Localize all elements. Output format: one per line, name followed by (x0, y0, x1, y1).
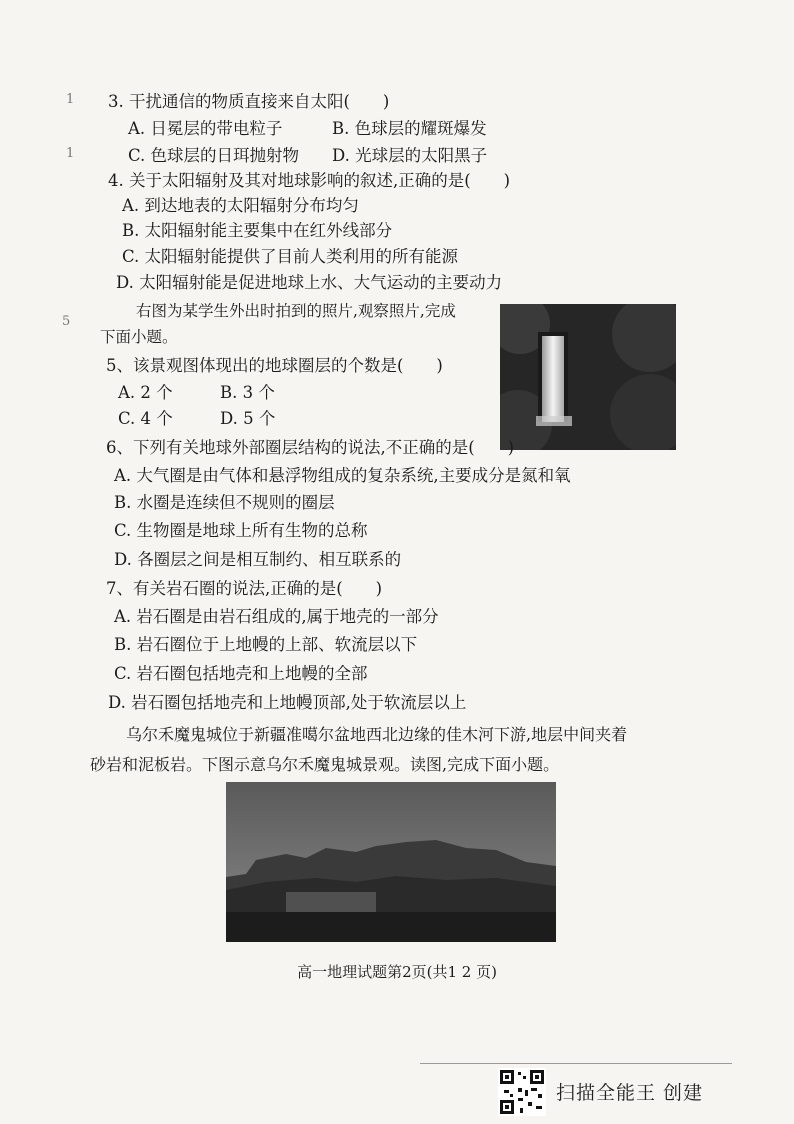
question-6-option-b: B. 水圈是连续但不规则的圈层 (114, 493, 335, 512)
ghost-city-photo (226, 782, 556, 942)
question-4-option-d: D. 太阳辐射能是促进地球上水、大气运动的主要动力 (116, 273, 503, 292)
question-6-option-c: C. 生物圈是地球上所有生物的总称 (114, 521, 368, 540)
margin-mark: 5 (62, 314, 71, 329)
question-4-option-c: C. 太阳辐射能提供了目前人类利用的所有能源 (122, 247, 459, 266)
divider-line (420, 1063, 732, 1064)
page-footer: 高一地理试题第2页(共1 2 页) (297, 963, 497, 981)
question-7-option-c: C. 岩石圈包括地壳和上地幔的全部 (114, 664, 368, 683)
question-5-option-d: D. 5 个 (220, 409, 276, 428)
question-3-option-a: A. 日冕层的带电粒子 (128, 119, 283, 138)
scanner-watermark: 扫描全能王 创建 (556, 1082, 704, 1104)
question-4-option-a: A. 到达地表的太阳辐射分布均匀 (122, 196, 359, 215)
margin-mark: 1 (66, 92, 75, 107)
question-7-option-a: A. 岩石圈是由岩石组成的,属于地壳的一部分 (114, 607, 439, 626)
question-5-option-b: B. 3 个 (220, 383, 275, 402)
intro-1-line-2: 下面小题。 (100, 328, 178, 346)
intro-1-line-1: 右图为某学生外出时拍到的照片,观察照片,完成 (136, 302, 456, 320)
question-5-option-a: A. 2 个 (118, 383, 173, 402)
question-6-option-a: A. 大气圈是由气体和悬浮物组成的复杂系统,主要成分是氮和氧 (114, 466, 571, 485)
question-7-option-b: B. 岩石圈位于上地幔的上部、软流层以下 (114, 635, 418, 654)
margin-mark: 1 (66, 146, 75, 161)
question-5-stem: 5、该景观图体现出的地球圈层的个数是( ) (106, 356, 443, 375)
bleed-through-text (470, 92, 474, 114)
question-6-stem: 6、下列有关地球外部圈层结构的说法,不正确的是( ) (106, 438, 515, 457)
question-3-stem: 3. 干扰通信的物质直接来自太阳( ) (108, 92, 390, 111)
question-7-stem: 7、有关岩石圈的说法,正确的是( ) (106, 579, 383, 598)
waterfall-photo (500, 304, 676, 450)
question-3-option-b: B. 色球层的耀斑爆发 (332, 119, 487, 138)
question-3-option-d: D. 光球层的太阳黑子 (332, 146, 488, 165)
intro-2-line-1: 乌尔禾魔鬼城位于新疆准噶尔盆地西北边缘的佳木河下游,地层中间夹着 (126, 725, 628, 744)
question-4-option-b: B. 太阳辐射能主要集中在红外线部分 (122, 221, 393, 240)
question-4-stem: 4. 关于太阳辐射及其对地球影响的叙述,正确的是( ) (108, 171, 511, 190)
question-6-option-d: D. 各圈层之间是相互制约、相互联系的 (114, 550, 402, 569)
question-3-option-c: C. 色球层的日珥抛射物 (128, 146, 300, 165)
intro-2-line-2: 砂岩和泥板岩。下图示意乌尔禾魔鬼城景观。读图,完成下面小题。 (90, 755, 560, 774)
qr-code-icon (498, 1068, 546, 1116)
question-5-option-c: C. 4 个 (118, 409, 173, 428)
question-7-option-d: D. 岩石圈包括地壳和上地幔顶部,处于软流层以上 (108, 693, 467, 712)
